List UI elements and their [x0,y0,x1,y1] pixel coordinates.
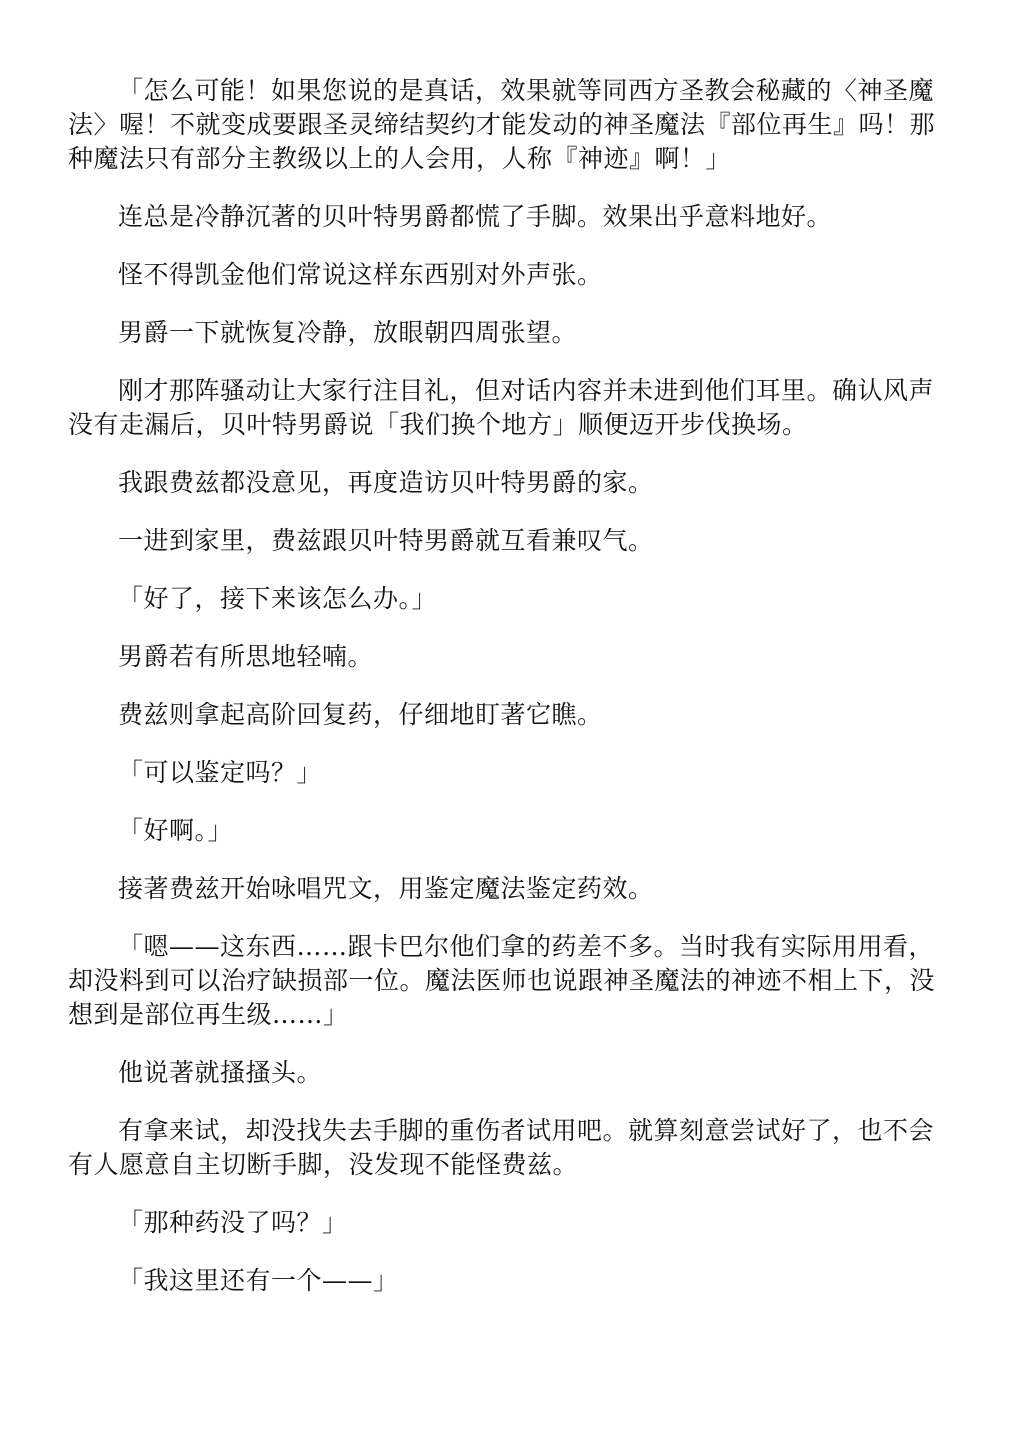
paragraph: 「好了，接下来该怎么办。」 [118,584,438,613]
paragraph: 「怎么可能！如果您说的是真话，效果就等同西方圣教会秘藏的〈神圣魔法〉喔！不就变成要跟圣灵缔结契约才能发动的神圣魔法『部位再生』吗！那种魔法只有部分主教级以上的人会用，人称『神迹』啊！」 [68,76,936,173]
paragraph: 「那种药没了吗？」 [118,1208,348,1237]
text-column [68,74,944,1322]
paragraph: 费兹则拿起高阶回复药，仔细地盯著它瞧。 [118,700,603,729]
paragraph: 怪不得凯金他们常说这样东西别对外声张。 [118,260,603,289]
paragraph: 刚才那阵骚动让大家行注目礼，但对话内容并未进到他们耳里。确认风声没有走漏后，贝叶特男爵说「我们换个地方」顺便迈开步伐换场。 [68,376,935,439]
paragraph: 「嗯——这东西……跟卡巴尔他们拿的药差不多。当时我有实际用用看，却没料到可以治疗缺损部一位。魔法医师也说跟神圣魔法的神迹不相上下，没想到是部位再生级……」 [68,932,936,1029]
paragraph: 「可以鉴定吗？」 [118,758,323,787]
paragraph: 一进到家里，费兹跟贝叶特男爵就互看兼叹气。 [118,526,654,555]
paragraph: 连总是冷静沉著的贝叶特男爵都慌了手脚。效果出乎意料地好。 [118,202,833,231]
paragraph: 「好啊。」 [118,816,234,845]
paragraph: 我跟费兹都没意见，再度造访贝叶特男爵的家。 [118,468,654,497]
paragraph: 有拿来试，却没找失去手脚的重伤者试用吧。就算刻意尝试好了，也不会有人愿意自主切断手脚，没发现不能怪费兹。 [68,1116,935,1179]
paragraph: 「我这里还有一个——」 [118,1266,399,1295]
paragraph: 男爵若有所思地轻喃。 [118,642,374,671]
paragraph: 接著费兹开始咏唱咒文，用鉴定魔法鉴定药效。 [118,874,654,903]
paragraph: 他说著就搔搔头。 [118,1058,323,1087]
paragraph: 男爵一下就恢复冷静，放眼朝四周张望。 [118,318,578,347]
